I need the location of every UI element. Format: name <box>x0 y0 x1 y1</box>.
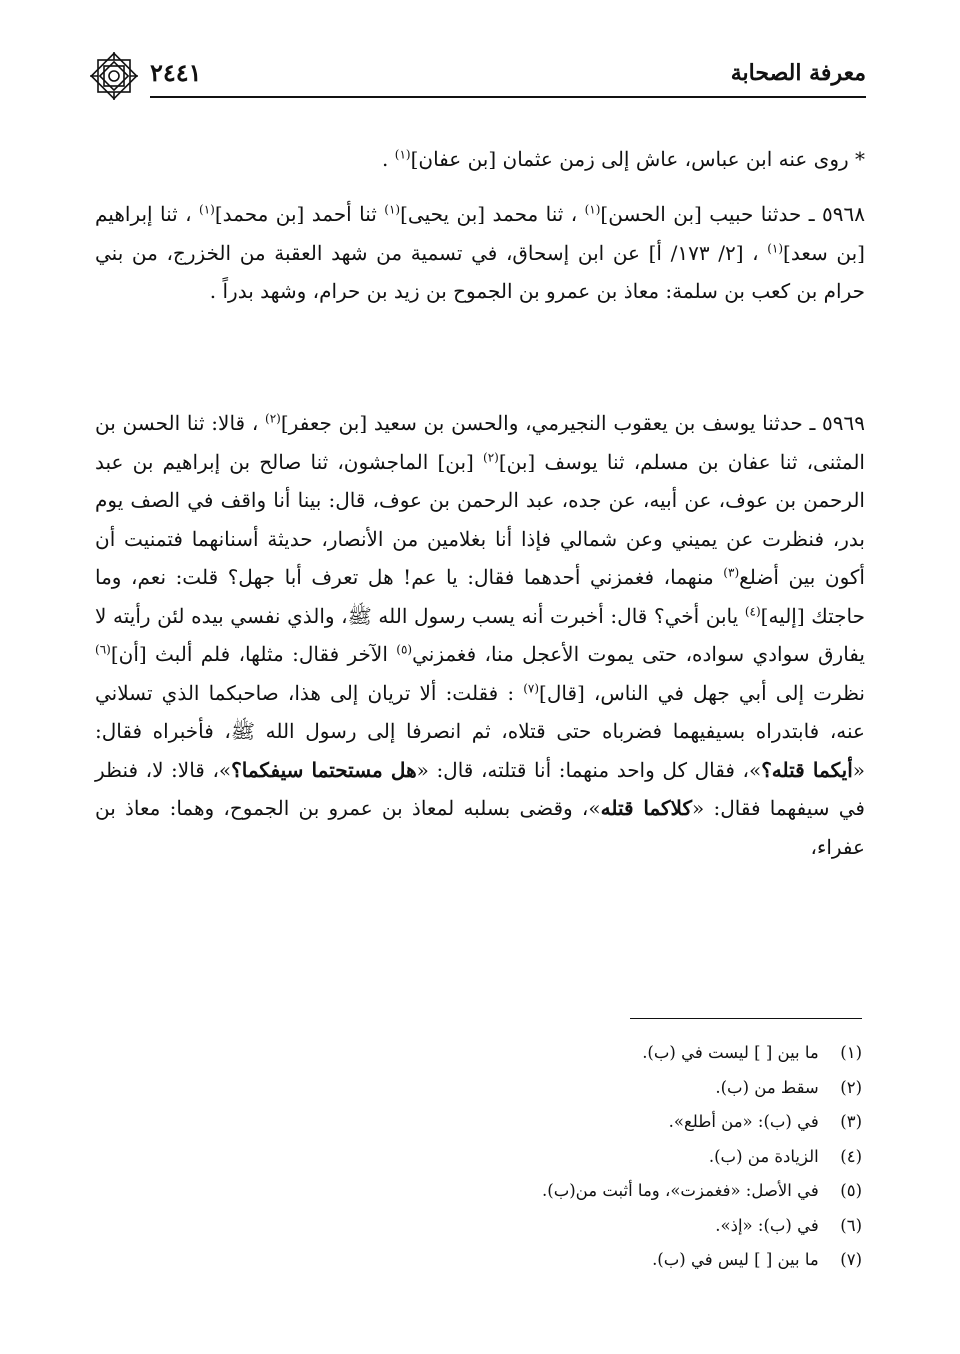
ornament-star-icon <box>86 48 142 104</box>
footnote-ref: (١) <box>767 240 784 255</box>
footnote-ref: (٢) <box>265 411 281 426</box>
footnote <box>380 1174 862 1209</box>
footnote-ref: (٣) <box>723 565 740 580</box>
footnote <box>380 1036 862 1071</box>
footnote-number: (٣) <box>840 1112 862 1131</box>
footnote-number: (١) <box>840 1043 862 1062</box>
footnote-number: (٧) <box>840 1250 862 1269</box>
footnote <box>380 1209 862 1244</box>
footnote <box>380 1105 862 1140</box>
footnotes-list <box>380 1036 862 1278</box>
header-rule <box>150 96 866 98</box>
footnote-number: (٥) <box>840 1181 862 1200</box>
footnote-number: (٦) <box>840 1215 862 1235</box>
book-title: معرفة الصحابة <box>730 60 866 86</box>
footnote-ref: (١) <box>584 202 601 217</box>
footnote-ref: (١) <box>384 202 401 217</box>
footnote-text: في (ب): «إذ». <box>715 1215 819 1235</box>
footnote-ref: (٥) <box>396 642 413 657</box>
paragraph-5969: ٥٩٦٩ ـ حدثنا يوسف بن يعقوب النجيرمي، والحسن بن سعيد [بن جعفر]$^{(٢)}$ ، قالا: ثنا الحسن بن المثنى، ثنا عفان بن مسلم، ثنا يوسف [بن]$^{(٢)}$ [بن] الماجشون، ثنا صالح بن إبراهيم بن عبد الرحمن بن عوف، عن أبيه، عن جده، عبد الرحمن بن عوف، قال: بينا أنا واقف في الصف يوم بدر، فنظرت عن يميني وعن شمالي فإذا أنا بغلامين من الأنصار، حديثة أسنانهما فتمنيت أن أكون بين أضلع$^{(٣)}$ منهما، فغمزني أحدهما فقال: يا عم! هل تعرف أبا جهل؟ قلت: نعم، وما حاجتك [إليه]$^{(٤)}$ يابن أخي؟ قال: أخبرت أنه يسب رسول الله ﷺ، والذي نفسي بيده لئن رأيته لا يفارق سوادي سواده، حتى يموت الأعجل منا، فغمزني$^{(٥)}$ الآخر فقال: مثلها، فلم ألبث [أن]$^{(٦)}$ نظرت إلى أبي جهل في الناس، [قال]$^{(٧)}$ : فقلت: ألا تريان إلى هذا، صاحبكما الذي تسلاني عنه، فابتدراه بسيفيهما فضرباه حتى قتلاه، ثم انصرفا إلى رسول الله ﷺ، فأخبراه فقال: «أيكما قتله؟»، فقال كل واحد منهما: أنا قتلته، قال: «هل مستحتما سيفكما؟»، قالا: لا، فنظر في سيفهما فقال: «كلاكما قتله»، وقضى بسلبه لمعاذ بن عمرو بن الجموح، وهما: معاذ بن عفراء، <box>95 411 866 859</box>
footnote-ref: (٦) <box>95 642 111 657</box>
hadith-quote: أيكما قتله؟ <box>761 757 853 782</box>
footnote-text: في الأصل: «فغمزت»، وما أثبت من(ب). <box>542 1181 819 1200</box>
footnote-number: (٤) <box>840 1146 862 1166</box>
footnote-ref: (١) <box>394 147 411 162</box>
footnote-text: ما بين [ ] ليست في (ب). <box>642 1043 819 1062</box>
hadith-quote: هل مستحتما سيفكما؟ <box>231 757 417 782</box>
footnote-ref: (٧) <box>523 680 540 695</box>
page-number: ٢٤٤١ <box>150 58 202 87</box>
footnote-text: ما بين [ ] ليس في (ب). <box>652 1250 819 1269</box>
footnote <box>380 1243 862 1278</box>
hadith-quote: كلاكما قتله <box>600 796 693 820</box>
footnote-text: في (ب): «من أطلع». <box>668 1112 819 1131</box>
footnote-ref: (١) <box>199 202 215 217</box>
footnote-text: الزيادة من (ب). <box>708 1146 819 1166</box>
footnote <box>380 1140 862 1175</box>
footnote-text: سقط من (ب). <box>715 1077 819 1097</box>
footnote-number: (٢) <box>840 1077 862 1097</box>
footnote-ref: (٤) <box>744 603 761 618</box>
footnote-ref: (٢) <box>483 449 499 464</box>
footnote <box>380 1071 862 1106</box>
paragraph-1: * روى عنه ابن عباس، عاش إلى زمن عثمان [بن عفان]$^{(١)}$ . <box>382 147 865 171</box>
page-header <box>90 52 866 102</box>
footnote-separator <box>630 1018 862 1019</box>
paragraph-5968: ٥٩٦٨ ـ حدثنا حبيب [بن الحسن]$^{(١)}$ ، ثنا محمد [بن يحيى]$^{(١)}$ ثنا أحمد [بن محمد]$^{(١)}$ ، ثنا إبراهيم [بن سعد]$^{(١)}$ ، [٢/ ١٧٣/ أ] عن ابن إسحاق، في تسمية من شهد العقبة من الخزرج، من بني حرام بن كعب بن سلمة: معاذ بن عمرو بن الجموح بن زيد بن حرام، وشهد بدراً . <box>95 202 865 303</box>
